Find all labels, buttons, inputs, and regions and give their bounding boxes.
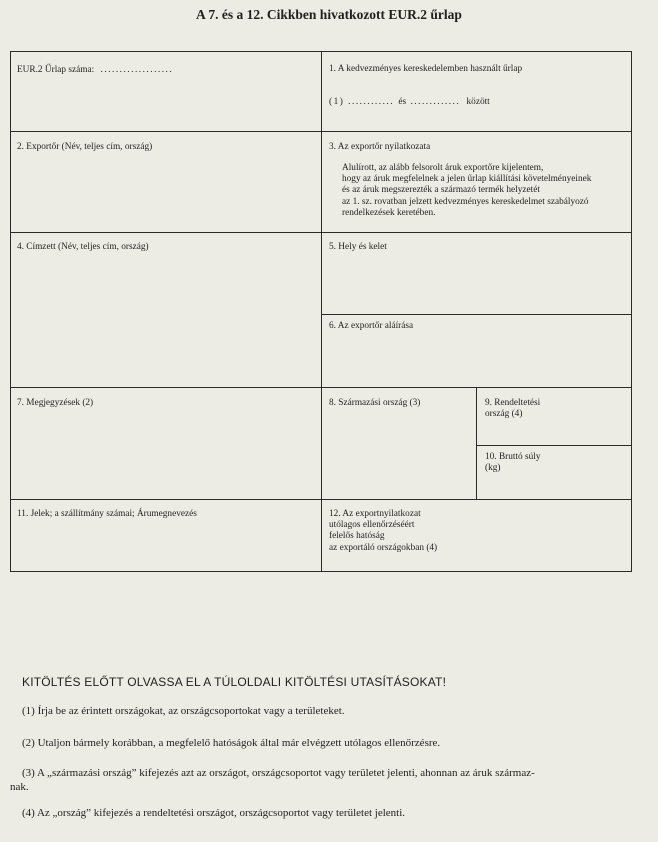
row-divider-2 xyxy=(11,232,631,233)
instruction-1: (1) Írja be az érintett országokat, az országcsoportokat vagy a területeket. xyxy=(22,705,345,717)
row-divider-4 xyxy=(11,387,631,388)
box-9-destination-country[interactable]: 9. Rendeltetési ország (4) xyxy=(485,398,541,420)
form-number-dots: ................... xyxy=(100,65,174,75)
box-1-dots-1: (1) ............ xyxy=(329,97,395,107)
box-8-origin-country[interactable]: 8. Származási ország (3) xyxy=(329,398,421,408)
instruction-2: (2) Utaljon bármely korábban, a megfelelő hatóságok által már elvégzett utólagos ellenőrzésre. xyxy=(22,737,441,749)
box-3-declaration-text: Alulírott, az alább felsorolt áruk exportőre kijelentem, hogy az áruk megfelelnek a jelen űrlap kiállítási követelményeinek és az áruk megszerezték a származó termék helyzetét az 1. sz. rovatban jelzett kedvezményes kereskedelmet szabályozó rendelkezések keretében. xyxy=(342,163,592,218)
row-divider-5 xyxy=(476,445,631,446)
box-11-marks-description[interactable]: 11. Jelek; a szállítmány számai; Árumegnevezés xyxy=(17,509,197,519)
right-divider xyxy=(476,387,477,499)
form-number-label: EUR.2 Űrlap száma: xyxy=(17,65,95,75)
box-1-countries-field[interactable] xyxy=(329,97,490,108)
eur2-form xyxy=(10,51,632,572)
center-divider xyxy=(321,52,322,571)
instruction-3: (3) A „származási ország” kifejezés azt az országot, országcsoportot vagy területet jelenti, ahonnan az áruk származ- xyxy=(22,767,535,779)
box-1-between: között xyxy=(466,97,490,107)
instruction-3-cont: nak. xyxy=(10,781,29,793)
page-title: A 7. és a 12. Cikkben hivatkozott EUR.2 űrlap xyxy=(196,7,462,22)
box-10-gross-weight[interactable]: 10. Bruttó súly (kg) xyxy=(485,452,541,474)
instruction-4: (4) Az „ország” kifejezés a rendeltetési országot, országcsoportot vagy területet jelenti. xyxy=(22,807,406,819)
box-5-place-date[interactable]: 5. Hely és kelet xyxy=(329,242,387,252)
box-12-verification-authority[interactable]: 12. Az exportnyilatkozat utólagos ellenőrzéséért felelős hatóság az exportáló országokban (4) xyxy=(329,509,438,553)
box-4-consignee[interactable]: 4. Címzett (Név, teljes cím, ország) xyxy=(17,242,149,252)
row-divider-1 xyxy=(11,131,631,132)
box-7-remarks[interactable]: 7. Megjegyzések (2) xyxy=(17,398,94,408)
form-number-field[interactable] xyxy=(17,65,173,76)
box-2-exporter[interactable]: 2. Exportőr (Név, teljes cím, ország) xyxy=(17,142,153,152)
box-3-label: 3. Az exportőr nyilatkozata xyxy=(329,142,431,152)
box-1-dots-2: ............. xyxy=(410,97,461,107)
row-divider-3 xyxy=(321,314,631,315)
instructions-heading: KITÖLTÉS ELŐTT OLVASSA EL A TÚLOLDALI KITÖLTÉSI UTASÍTÁSOKAT! xyxy=(22,675,447,689)
box-1-and: és xyxy=(398,97,407,107)
box-6-signature[interactable]: 6. Az exportőr aláírása xyxy=(329,321,414,331)
row-divider-6 xyxy=(11,499,631,500)
box-1-label: 1. A kedvezményes kereskedelemben használt űrlap xyxy=(329,64,523,74)
